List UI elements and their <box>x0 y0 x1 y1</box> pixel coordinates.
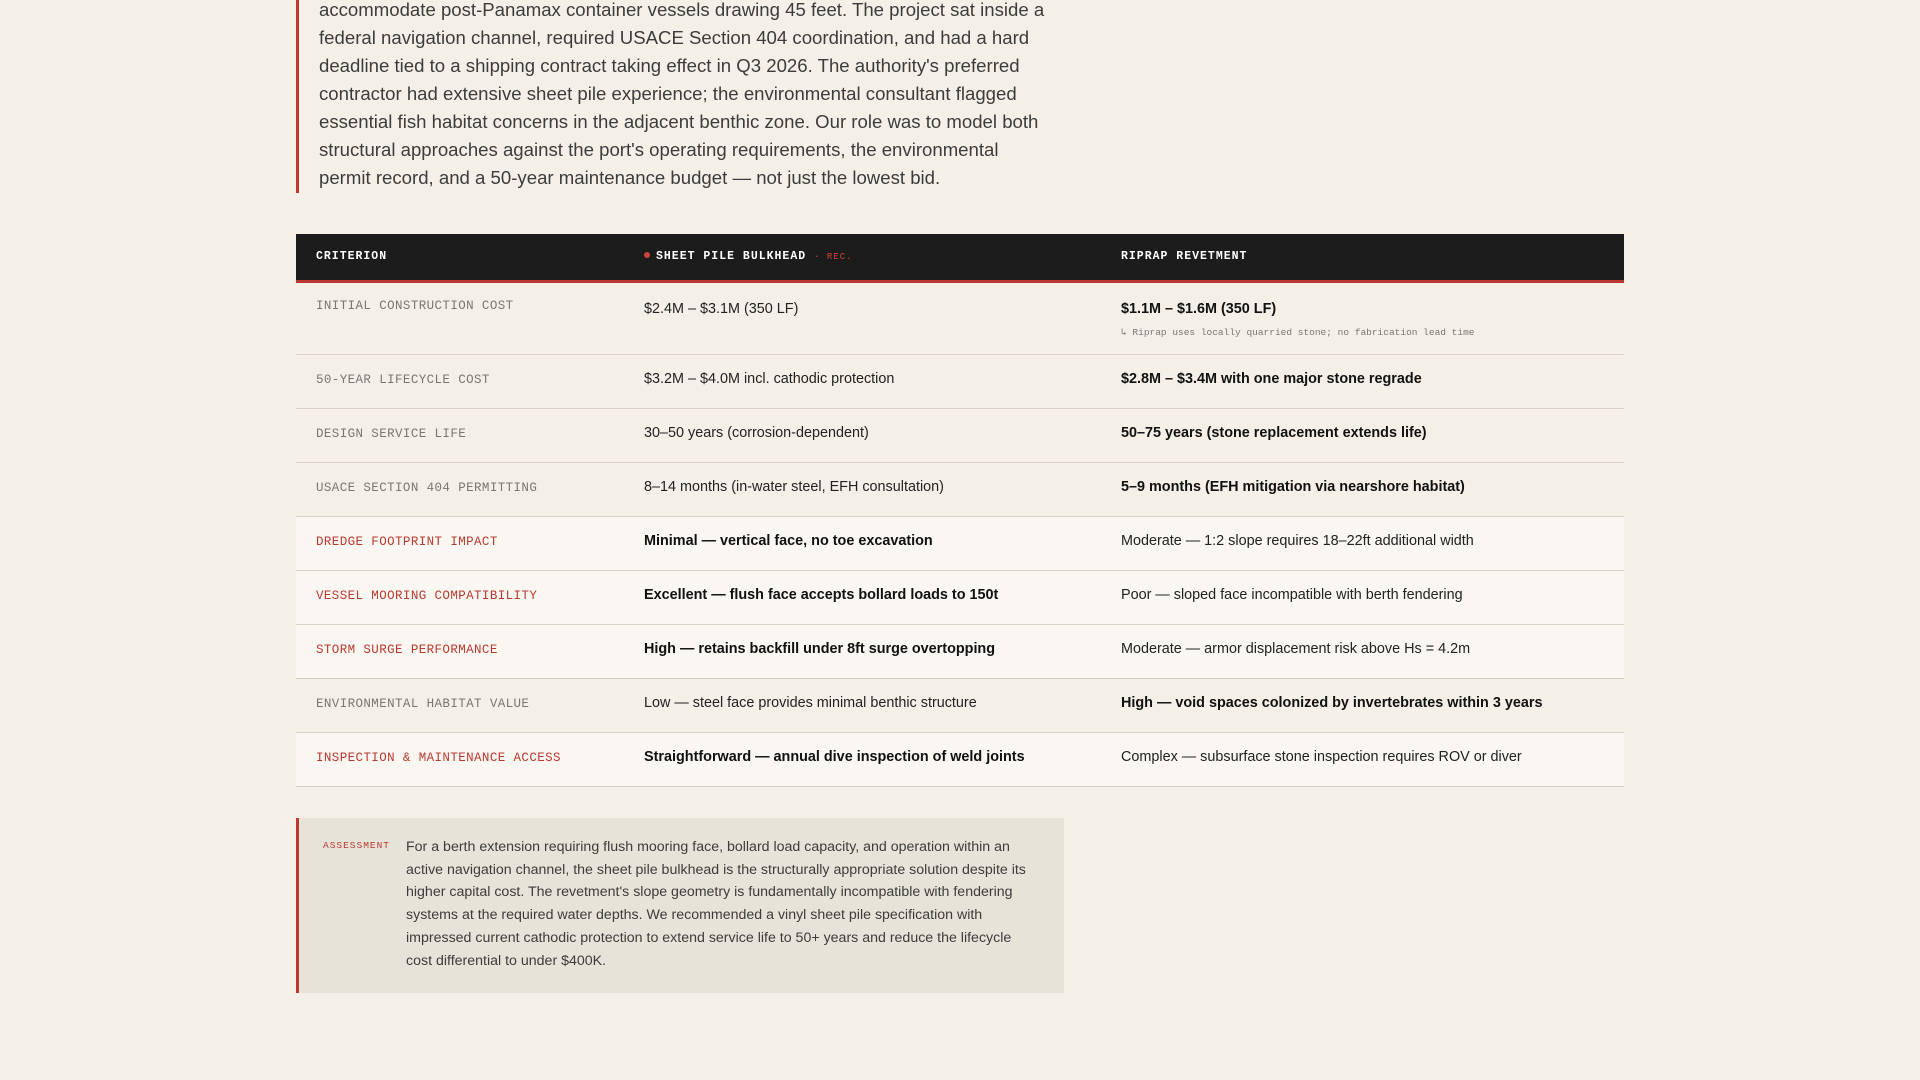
table-row <box>296 409 1624 463</box>
row-riprap-value: $1.1M – $1.6M (350 LF) <box>1121 301 1277 317</box>
table-row-highlighted <box>296 517 1624 571</box>
assessment-text: For a berth extension requiring flush mooring face, bollard load capacity, and operation within an active navigation channel, the sheet pile bulkhead is the structurally appropriate solution despite its higher capital cost. The revetment's slope geometry is fundamentally incompatible with fendering systems at the required water depths. We recommended a vinyl sheet pile specification with impressed current cathodic protection to extend service life to 50+ years and reduce the lifecycle cost differential to under $400K. <box>406 839 1026 969</box>
row-riprap-value: Moderate — armor displacement risk above Hs = 4.2m <box>1121 641 1471 657</box>
row-riprap-value: Poor — sloped face incompatible with berth fendering <box>1121 587 1463 603</box>
row-sheet-pile-value: Straightforward — annual dive inspection of weld joints <box>644 749 1025 765</box>
table-row-highlighted <box>296 571 1624 625</box>
row-riprap-value: Moderate — 1:2 slope requires 18–22ft additional width <box>1121 533 1474 549</box>
comparison-table <box>296 234 1624 787</box>
row-criterion: DESIGN SERVICE LIFE <box>316 427 467 441</box>
row-riprap-value: 5–9 months (EFH mitigation via nearshore habitat) <box>1121 479 1465 495</box>
intro-quote <box>296 0 1059 193</box>
recommended-dot-icon <box>644 252 650 258</box>
header-sheet-pile-label: SHEET PILE BULKHEAD <box>656 250 807 263</box>
row-criterion: STORM SURGE PERFORMANCE <box>316 643 498 657</box>
row-criterion: INSPECTION & MAINTENANCE ACCESS <box>316 751 561 765</box>
table-row <box>296 679 1624 733</box>
recommended-tag: · REC. <box>814 252 853 262</box>
row-sheet-pile-value: Low — steel face provides minimal benthic structure <box>644 695 977 711</box>
intro-text: accommodate post-Panamax container vessels drawing 45 feet. The project sat inside a federal navigation channel, required USACE Section 404 coordination, and had a hard deadline tied to a shipping contract taking effect in Q3 2026. The authority's preferred contractor had extensive sheet pile experience; the environmental consultant flagged essential fish habitat concerns in the adjacent benthic zone. Our role was to model both structural approaches against the port's operating requirements, the environmental permit record, and a 50-year maintenance budget — not just the lowest bid. <box>319 0 1045 188</box>
header-riprap: RIPRAP REVETMENT <box>1121 250 1248 263</box>
row-criterion: 50-YEAR LIFECYCLE COST <box>316 373 490 387</box>
assessment-box <box>296 818 1064 993</box>
row-note: ↳ Riprap uses locally quarried stone; no fabrication lead time <box>1121 327 1475 338</box>
row-sheet-pile-value: Excellent — flush face accepts bollard loads to 150t <box>644 587 999 603</box>
row-criterion: USACE SECTION 404 PERMITTING <box>316 481 538 495</box>
row-riprap-value: 50–75 years (stone replacement extends life) <box>1121 425 1427 441</box>
assessment-label: ASSESSMENT <box>323 840 391 851</box>
table-row <box>296 283 1624 355</box>
header-sheet-pile <box>644 250 853 263</box>
row-sheet-pile-value: $3.2M – $4.0M incl. cathodic protection <box>644 371 895 387</box>
row-sheet-pile-value: 30–50 years (corrosion-dependent) <box>644 425 869 441</box>
row-riprap-value: $2.8M – $3.4M with one major stone regrade <box>1121 371 1422 387</box>
table-row <box>296 355 1624 409</box>
row-sheet-pile-value: 8–14 months (in-water steel, EFH consultation) <box>644 479 944 495</box>
row-criterion: INITIAL CONSTRUCTION COST <box>316 299 514 313</box>
table-row <box>296 463 1624 517</box>
row-criterion: ENVIRONMENTAL HABITAT VALUE <box>316 697 530 711</box>
header-criterion: CRITERION <box>316 250 388 263</box>
table-header <box>296 234 1624 283</box>
row-riprap-value: High — void spaces colonized by invertebrates within 3 years <box>1121 695 1543 711</box>
row-sheet-pile-value: High — retains backfill under 8ft surge overtopping <box>644 641 996 657</box>
row-sheet-pile-value: Minimal — vertical face, no toe excavation <box>644 533 933 549</box>
row-riprap-value: Complex — subsurface stone inspection requires ROV or diver <box>1121 749 1522 765</box>
row-criterion: DREDGE FOOTPRINT IMPACT <box>316 535 498 549</box>
table-row-highlighted <box>296 625 1624 679</box>
table-row-highlighted <box>296 733 1624 787</box>
row-sheet-pile-value: $2.4M – $3.1M (350 LF) <box>644 301 799 317</box>
row-criterion: VESSEL MOORING COMPATIBILITY <box>316 589 538 603</box>
